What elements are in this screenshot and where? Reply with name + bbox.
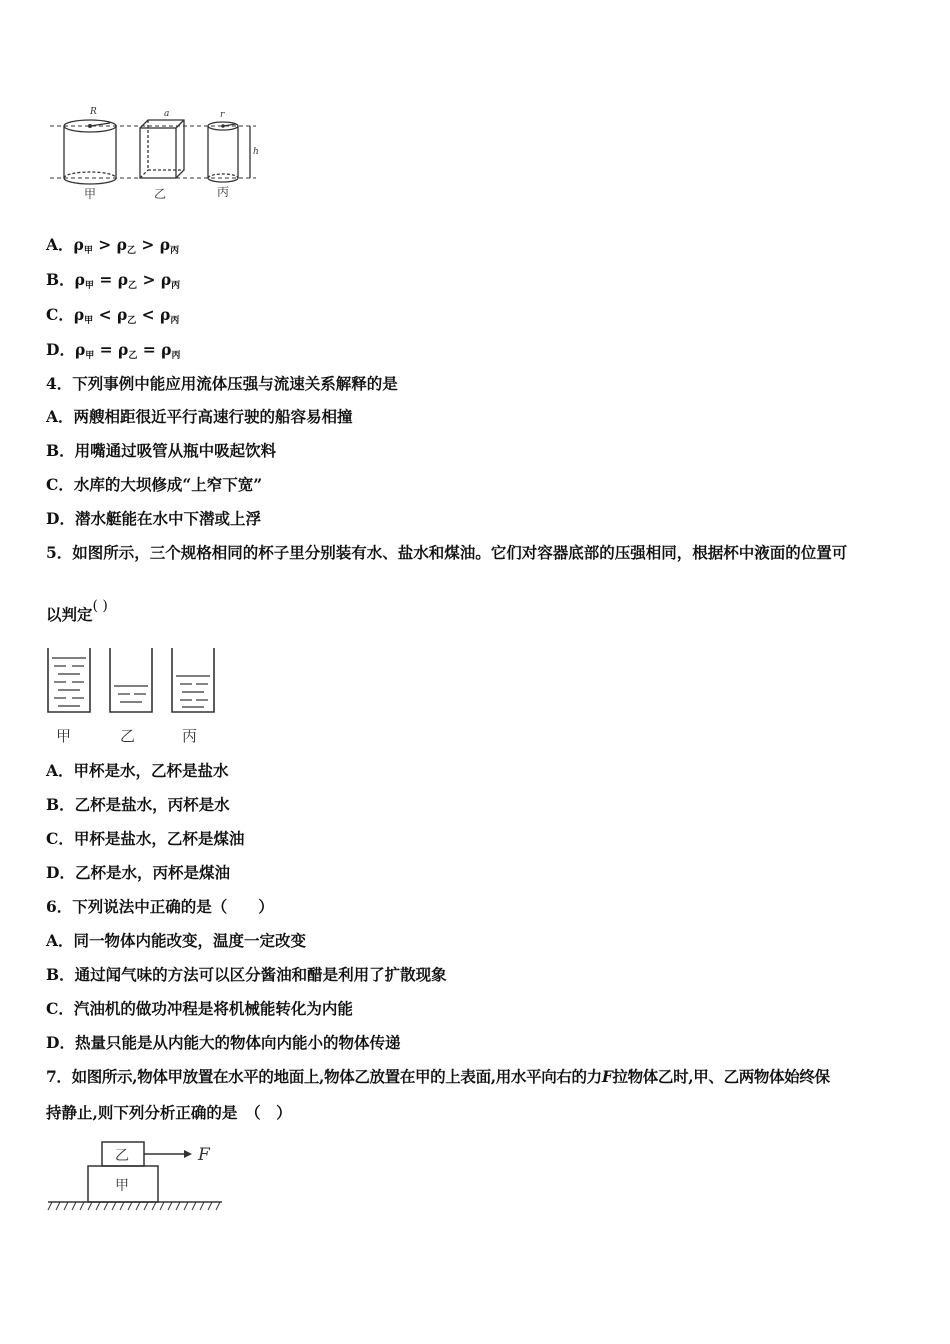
q4-option-a: A．两艘相距很近平行高速行驶的船容易相撞 — [46, 407, 353, 426]
label-R: R — [90, 107, 97, 117]
q3-option-a: A．ρ甲 > ρ乙 > ρ丙 — [46, 235, 180, 256]
q5-option-c: C．甲杯是盐水，乙杯是煤油 — [46, 829, 245, 848]
block-label-yi: 乙 — [115, 1148, 129, 1164]
q5-option-d: D．乙杯是水，丙杯是煤油 — [46, 863, 230, 882]
q6-option-d: D．热量只能是从内能大的物体向内能小的物体传递 — [46, 1033, 401, 1052]
label-r: r — [220, 110, 225, 120]
cup-label-yi: 乙 — [120, 727, 136, 745]
figure-two-blocks — [46, 1138, 226, 1218]
q4-stem: 4．下列事例中能应用流体压强与流速关系解释的是 — [46, 374, 398, 393]
q3-option-b: B．ρ甲 = ρ乙 > ρ丙 — [46, 270, 181, 291]
q5-stem-line1: 5．如图所示，三个规格相同的杯子里分别装有水、盐水和煤油。它们对容器底部的压强相同，根据杯中液面的位置可 — [46, 543, 848, 562]
label-a: a — [164, 109, 170, 119]
q6-option-c: C．汽油机的做功冲程是将机械能转化为内能 — [46, 999, 353, 1018]
q7-stem-line1: 7．如图所示,物体甲放置在水平的地面上,物体乙放置在甲的上表面,用水平向右的力F拉物体乙时,甲、乙两物体始终保 — [46, 1067, 830, 1086]
q4-option-d: D．潜水艇能在水中下潜或上浮 — [46, 509, 261, 528]
cup-label-jia: 甲 — [56, 727, 72, 745]
force-symbol: F — [601, 1067, 613, 1086]
q6-option-b: B．通过闻气味的方法可以区分酱油和醋是利用了扩散现象 — [46, 965, 447, 984]
block-label-jia: 甲 — [115, 1178, 129, 1194]
figure-three-cups — [44, 646, 224, 746]
q4-option-b: B．用嘴通过吸管从瓶中吸起饮料 — [46, 441, 277, 460]
q5-answer-paren: ( ) — [92, 598, 108, 614]
cup-label-bing: 丙 — [182, 727, 198, 745]
force-label: F — [198, 1145, 210, 1165]
q7-stem-line2: 持静止,则下列分析正确的是 （ ） — [46, 1103, 292, 1122]
label-bing: 丙 — [217, 185, 230, 199]
q6-stem: 6．下列说法中正确的是（ ） — [46, 897, 274, 916]
q3-option-c: C．ρ甲 < ρ乙 < ρ丙 — [46, 305, 180, 326]
q5-option-a: A．甲杯是水，乙杯是盐水 — [46, 761, 229, 780]
q3-option-d: D．ρ甲 = ρ乙 = ρ丙 — [46, 340, 181, 361]
label-h: h — [253, 147, 259, 157]
label-yi: 乙 — [154, 187, 167, 201]
figure-three-solids — [46, 104, 266, 204]
label-jia: 甲 — [84, 187, 97, 201]
q5-option-b: B．乙杯是盐水，丙杯是水 — [46, 795, 230, 814]
q6-option-a: A．同一物体内能改变，温度一定改变 — [46, 931, 307, 950]
q5-stem-line2: 以判定( ) — [46, 598, 108, 624]
q4-option-c: C．水库的大坝修成“上窄下宽” — [46, 475, 263, 494]
